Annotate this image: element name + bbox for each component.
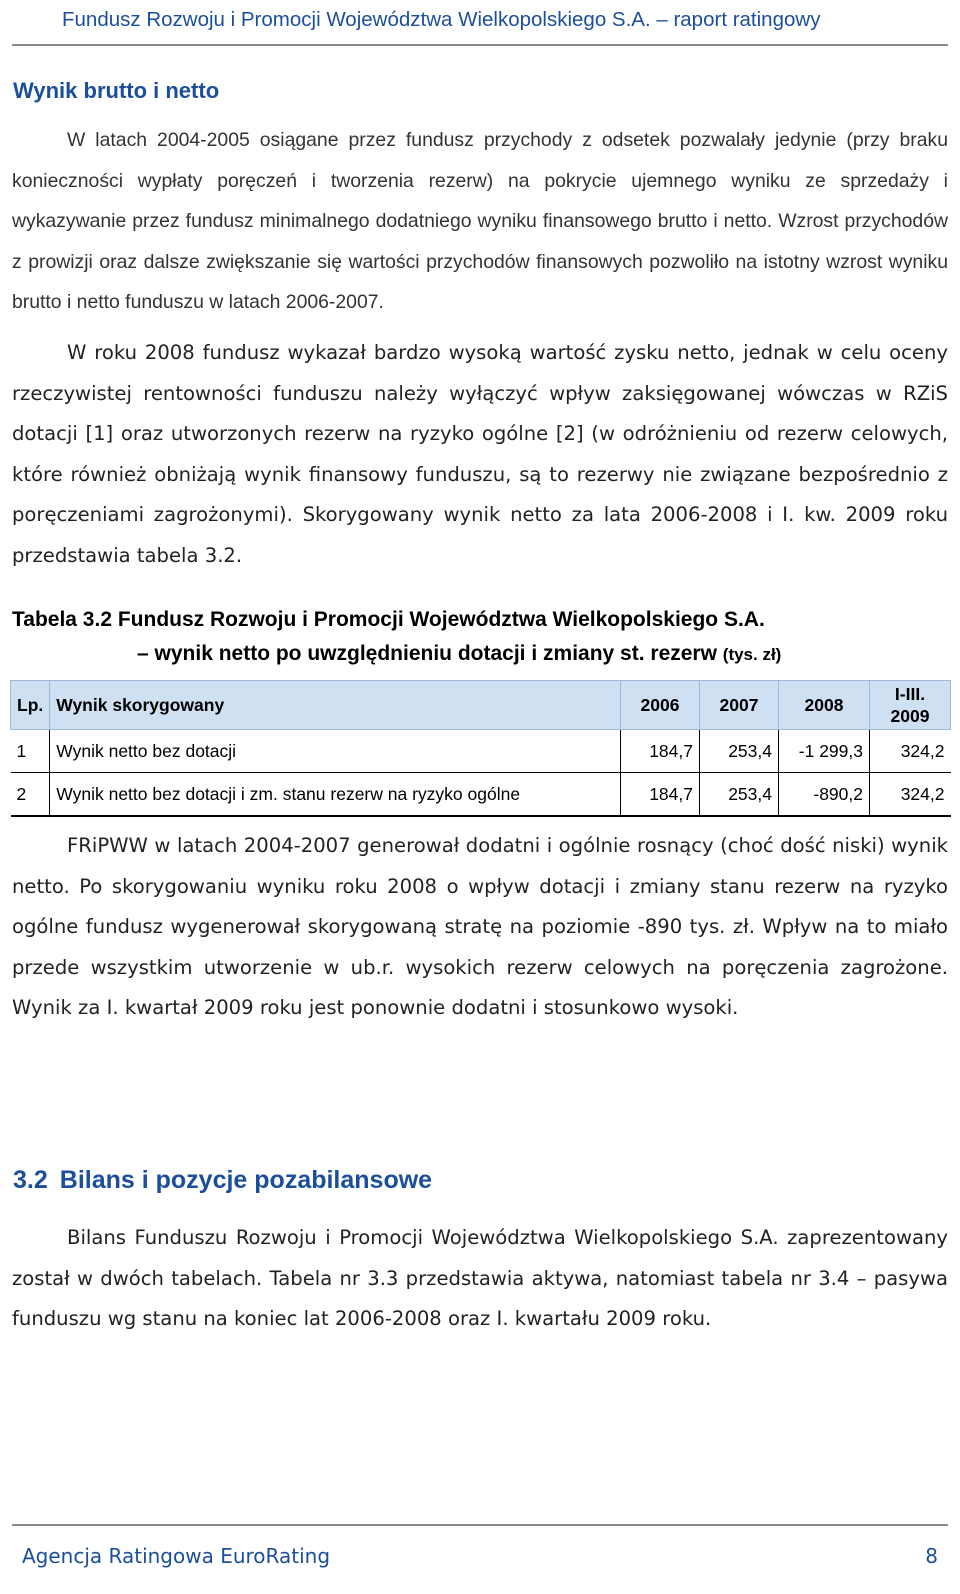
cell-2009: 324,2	[870, 773, 951, 817]
header-title: Fundusz Rozwoju i Promocji Województwa Wielkopolskiego S.A. – raport ratingowy	[62, 8, 821, 31]
results-table	[10, 680, 951, 817]
paragraph-2	[12, 333, 948, 577]
header-2009: I-III. 2009	[870, 681, 951, 730]
header-lp: Lp.	[11, 681, 50, 730]
page-header	[12, 4, 948, 46]
cell-2009: 324,2	[870, 730, 951, 773]
paragraph-3-text: FRiPWW w latach 2004-2007 generował dodatni i ogólnie rosnący (choć dość niski) wynik netto. Po skorygowaniu wyniku roku 2008 o wpływ dotacji i zmiany stanu rezerw na ryzyko ogólne fundusz wygenerował skorygowaną stratę na poziomie -890 tys. zł. Wpływ na to miało przede wszystkim utworzenie w ub.r. wysokich rezerw celowych na poręczenia zagrożone. Wynik za I. kwartał 2009 roku jest ponownie dodatni i stosunkowo wysoki.	[12, 834, 948, 1020]
section-heading-wynik: Wynik brutto i netto	[13, 78, 220, 103]
paragraph-4	[12, 1218, 948, 1340]
cell-lp: 1	[11, 730, 50, 773]
cell-name: Wynik netto bez dotacji	[50, 730, 621, 773]
section-title: Bilans i pozycje pozabilansowe	[59, 1166, 433, 1194]
header-name: Wynik skorygowany	[50, 681, 621, 730]
table-header-row	[11, 681, 951, 730]
cell-2008: -1 299,3	[779, 730, 870, 773]
cell-2007: 253,4	[700, 730, 779, 773]
header-2008: 2008	[779, 681, 870, 730]
table-row	[11, 773, 951, 817]
paragraph-1	[12, 120, 948, 323]
cell-2006: 184,7	[621, 730, 700, 773]
cell-2008: -890,2	[779, 773, 870, 817]
footer-agency: Agencja Ratingowa EuroRating	[22, 1544, 331, 1568]
header-2007: 2007	[700, 681, 779, 730]
section-number: 3.2	[13, 1166, 48, 1194]
table-caption-line2: – wynik netto po uwzględnieniu dotacji i zmiany st. rezerw	[137, 642, 717, 665]
table-caption-unit: (tys. zł)	[722, 645, 782, 664]
table-caption	[12, 603, 781, 672]
section-heading-bilans	[13, 1166, 432, 1195]
header-2006: 2006	[621, 681, 700, 730]
page-footer	[12, 1524, 948, 1576]
paragraph-1-text: W latach 2004-2005 osiągane przez fundusz przychody z odsetek pozwalały jedynie (przy braku konieczności wypłaty poręczeń i tworzenia rezerw) na pokrycie ujemnego wyniku ze sprzedaży i wykazywanie przez fundusz minimalnego dodatniego wyniku finansowego brutto i netto. Wzrost przychodów z prowizji oraz dalsze zwiększanie się wartości przychodów finansowych pozwoliło na istotny wzrost wyniku brutto i netto funduszu w latach 2006-2007.	[12, 129, 948, 314]
cell-lp: 2	[11, 773, 50, 817]
paragraph-4-text: Bilans Funduszu Rozwoju i Promocji Województwa Wielkopolskiego S.A. zaprezentowany został w dwóch tabelach. Tabela nr 3.3 przedstawia aktywa, natomiast tabela nr 3.4 – pasywa funduszu wg stanu na koniec lat 2006-2008 oraz I. kwartału 2009 roku.	[12, 1226, 948, 1331]
table-row	[11, 730, 951, 773]
cell-2007: 253,4	[700, 773, 779, 817]
page-number: 8	[925, 1544, 938, 1568]
table-caption-line1: Tabela 3.2 Fundusz Rozwoju i Promocji Województwa Wielkopolskiego S.A.	[12, 608, 765, 631]
cell-2006: 184,7	[621, 773, 700, 817]
paragraph-3	[12, 826, 948, 1029]
paragraph-2-text: W roku 2008 fundusz wykazał bardzo wysoką wartość zysku netto, jednak w celu oceny rzeczywistej rentowności funduszu należy wyłączyć wpływ zaksięgowanej wówczas w RZiS dotacji [1] oraz utworzonych rezerw na ryzyko ogólne [2] (w odróżnieniu od rezerw celowych, które również obniżają wynik finansowy funduszu, są to rezerwy nie związane bezpośrednio z poręczeniami zagrożonymi). Skorygowany wynik netto za lata 2006-2008 i I. kw. 2009 roku przedstawia tabela 3.2.	[12, 341, 948, 567]
cell-name: Wynik netto bez dotacji i zm. stanu rezerw na ryzyko ogólne	[50, 773, 621, 817]
